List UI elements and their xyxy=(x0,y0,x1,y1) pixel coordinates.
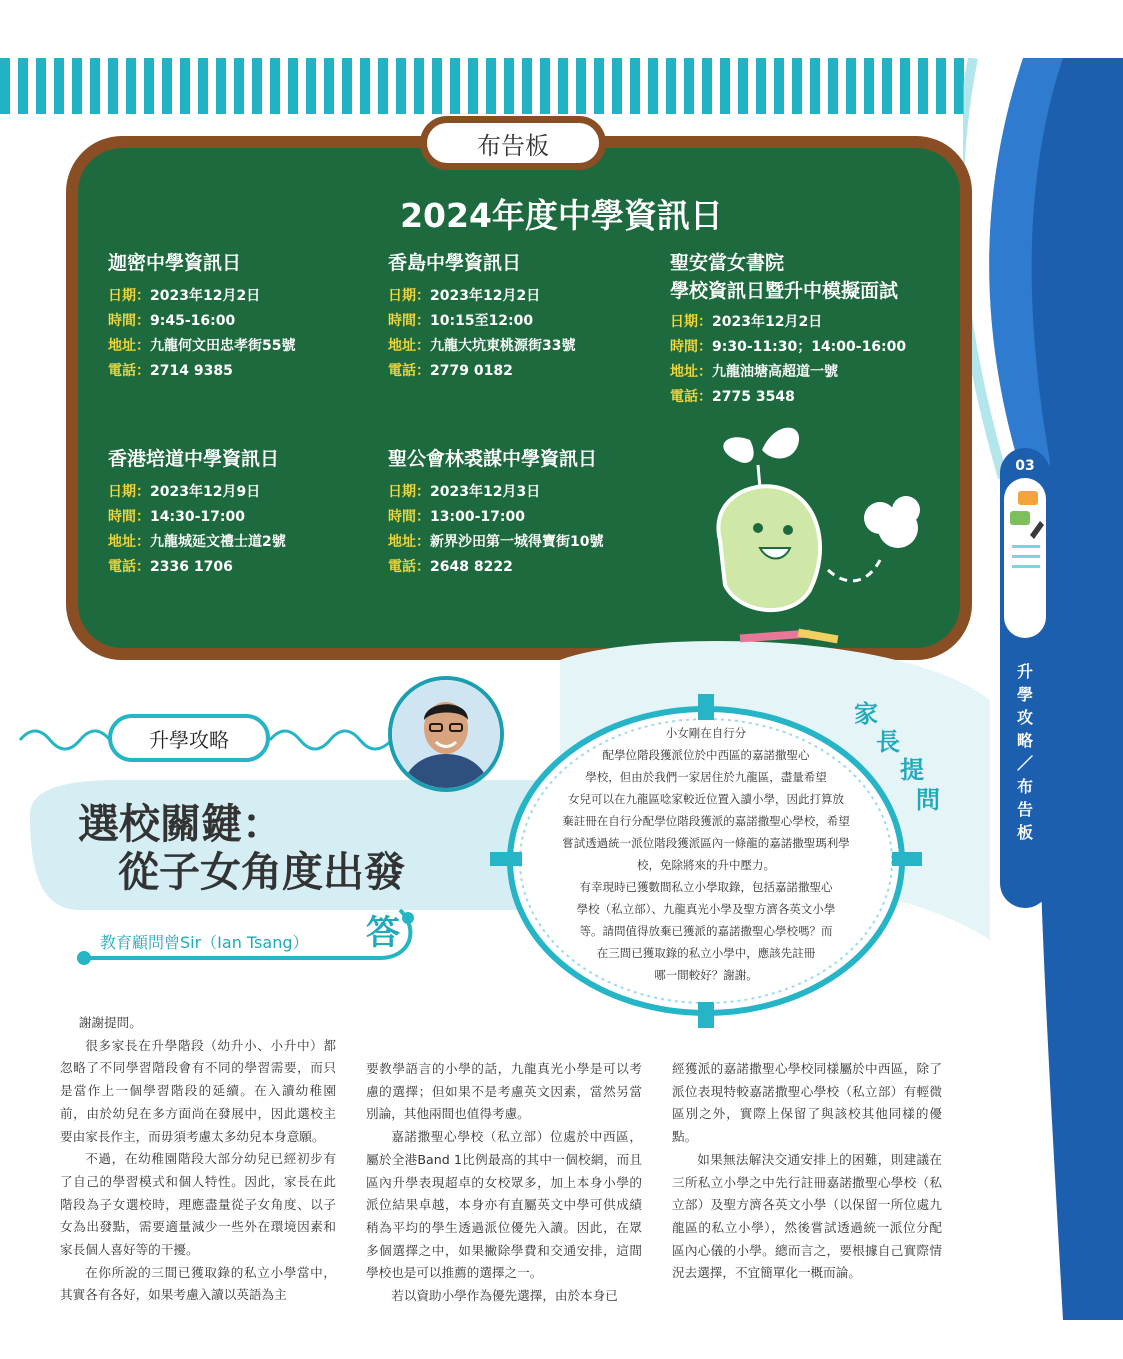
page-number: 03 xyxy=(1015,458,1035,474)
event-name: 香島中學資訊日 xyxy=(388,252,522,274)
event-phone: 電話：2775 3548 xyxy=(670,389,795,405)
event-name: 聖公會林裘謀中學資訊日 xyxy=(388,448,598,470)
author-photo xyxy=(388,676,504,792)
event-address: 地址：九龍油塘高超道一號 xyxy=(670,364,838,380)
event-phone: 電話：2779 0182 xyxy=(388,363,513,379)
paragraph: 很多家長在升學階段（幼升小、小升中）都忽略了不同學習階段會有不同的學習需要，而只是當作上一個學習階段的延續。在入讀幼稚園前，由於幼兒在多方面尚在發展中，因此選校主要由家長作主，而毋須考慮太多幼兒本身意願。 xyxy=(60,1037,336,1144)
question-mark-char: 家 xyxy=(854,700,878,728)
event-time: 時間：10:15至12:00 xyxy=(388,313,534,329)
event-time: 時間：14:30-17:00 xyxy=(108,509,245,525)
event-name: 香港培道中學資訊日 xyxy=(108,448,280,470)
body-column-2 xyxy=(366,1058,642,1308)
event-phone: 電話：2648 8222 xyxy=(388,559,513,575)
section-label: 升學攻略 xyxy=(108,714,270,762)
event-address: 地址：新界沙田第一城得寶街10號 xyxy=(388,534,604,550)
body-column-3 xyxy=(672,1058,942,1285)
event-address: 地址：九龍城延文禮士道2號 xyxy=(108,534,286,550)
paragraph: 在你所說的三間已獲取錄的私立小學當中，其實各有各好，如果考慮入讀以英語為主 xyxy=(60,1264,336,1303)
event-name: 聖安當女書院 xyxy=(670,252,785,274)
chat-bubble-pen-icon xyxy=(1006,485,1046,605)
top-stripe-decoration xyxy=(0,58,965,114)
event-time: 時間：13:00-17:00 xyxy=(388,509,525,525)
event-time: 時間：9:30-11:30；14:00-16:00 xyxy=(670,339,907,355)
parent-question-text: 小女剛在自行分 配學位階段獲派位於中西區的嘉諾撒聖心 學校，但由於我們一家居住於九龍區，盡量希望 女兒可以在九龍區唸家較近位置入讀小學，因此打算放 棄註冊在自行分配學位階段獲派的嘉諾撒聖心學校，希望 嘗試透過統一派位階段獲派區內一條龍的嘉諾撒聖瑪利學 校，免除將來的升中壓力。 有幸現時已獲數間私立小學取錄，包括嘉諾撒聖心 學校（私立部）、九龍真光小學及聖方濟各英文小學 等。請問值得放棄已獲派的嘉諾撒聖心學校嗎？而 在三間已獲取錄的私立小學中，應該先註冊 哪一間較好？謝謝。 xyxy=(562,726,850,982)
event-address: 地址：九龍何文田忠孝街55號 xyxy=(108,338,296,354)
event-time: 時間：9:45-16:00 xyxy=(108,313,236,329)
paragraph: 嘉諾撒聖心學校（私立部）位處於中西區，屬於全港Band 1比例最高的其中一個校網，而且區內升學表現超卓的女校眾多，加上本身小學的派位結果卓越，本身亦有直屬英文中學可供成績稍為平均的學生透過派位優先入讀。因此，在眾多個選擇之中，如果撇除學費和交通安排，這間學校也是可以推薦的選擇之一。 xyxy=(366,1129,642,1281)
question-mark-char: 提 xyxy=(900,756,924,784)
event-name: 迦密中學資訊日 xyxy=(108,252,242,274)
event-date: 日期：2023年12月2日 xyxy=(670,314,823,330)
event-carmel xyxy=(108,252,295,384)
paragraph: 經獲派的嘉諾撒聖心學校同樣屬於中西區，除了派位表現特較嘉諾撒聖心學校（私立部）有輕微區別之外，實際上保留了與該校其他同樣的優點。 xyxy=(672,1061,942,1145)
event-phone: 電話：2714 9385 xyxy=(108,363,233,379)
article-headline: 選校關鍵： 從子女角度出發 xyxy=(78,800,405,896)
event-name-line2: 學校資訊日暨升中模擬面試 xyxy=(670,280,899,302)
event-pooi-to xyxy=(108,448,286,580)
author-byline: 教育顧問曾Sir（Ian Tsang） xyxy=(100,933,309,952)
paragraph: 不過，在幼稚園階段大部分幼兒已經初步有了自己的學習模式和個人特性。因此，家長在此階段為子女選校時，理應盡量從子女角度、以子女為出發點，需要適量減少一些外在環境因素和家長個人喜好等的干擾。 xyxy=(60,1151,336,1258)
board-tag: 布告板 xyxy=(420,116,606,170)
event-phone: 電話：2336 1706 xyxy=(108,559,233,575)
event-lam-kau-mow xyxy=(388,448,603,580)
question-mark-char: 問 xyxy=(916,786,940,814)
answer-mark: 答 xyxy=(366,913,400,953)
event-date: 日期：2023年12月9日 xyxy=(108,484,261,500)
event-date: 日期：2023年12月3日 xyxy=(388,484,541,500)
side-tab-label: 升 學 攻 略 ／ 布 告 板 xyxy=(1016,662,1033,842)
paragraph: 要教學語言的小學的話，九龍真光小學是可以考慮的選擇；但如果不是考慮英文因素，當然另當別論，其他兩間也值得考慮。 xyxy=(366,1061,642,1122)
paragraph: 若以資助小學作為優先選擇，由於本身已 xyxy=(391,1288,618,1304)
author-portrait-icon xyxy=(392,680,500,788)
event-date: 日期：2023年12月2日 xyxy=(108,288,261,304)
event-st-antonius xyxy=(670,252,906,410)
event-date: 日期：2023年12月2日 xyxy=(388,288,541,304)
paragraph: 如果無法解決交通安排上的困難，則建議在三所私立小學之中先行註冊嘉諾撒聖心學校（私立部）及聖方濟各英文小學（以保留一所位處九龍區的私立小學），然後嘗試透過統一派位分配區內心儀的小學。總而言之，要根據自己實際情況去選擇，不宜簡單化一概而論。 xyxy=(672,1151,942,1281)
paragraph: 謝謝提問。 xyxy=(78,1015,142,1030)
seedling-mascot-illustration xyxy=(680,410,920,650)
event-heung-to xyxy=(388,252,575,384)
body-column-1 xyxy=(60,1012,336,1307)
board-title: 2024年度中學資訊日 xyxy=(400,196,723,235)
event-address: 地址：九龍大坑東桃源街33號 xyxy=(388,338,576,354)
question-mark-char: 長 xyxy=(876,728,900,756)
